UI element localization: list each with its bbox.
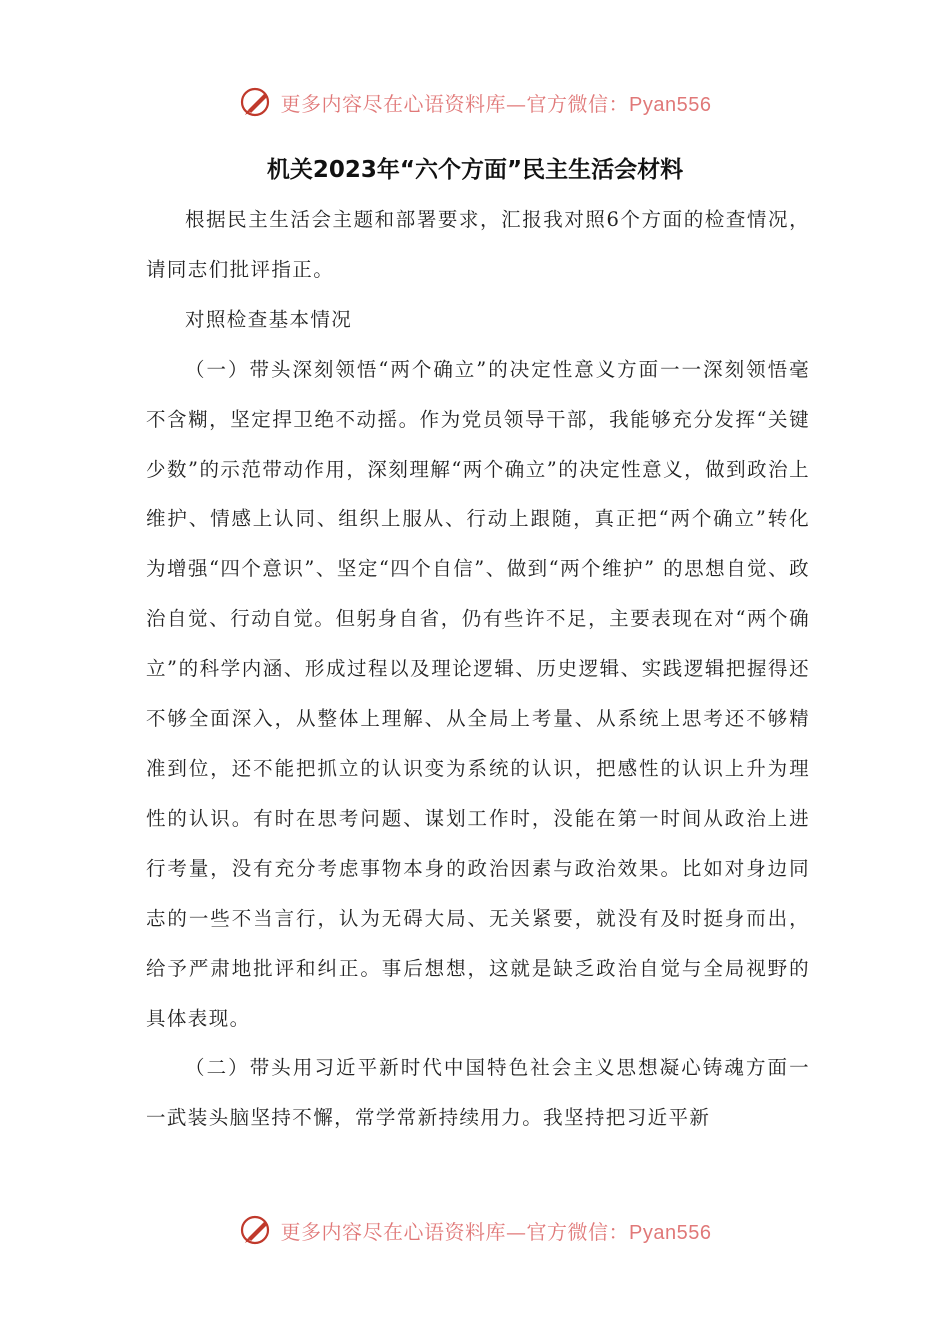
pen-logo-icon [239,1213,273,1247]
pen-logo-icon [239,85,273,119]
watermark-wechat-id: Pyan556 [629,1221,712,1244]
header-watermark [0,84,950,120]
watermark-wechat-id: Pyan556 [629,93,712,116]
document-body [146,195,810,1143]
paragraph-intro: 根据民主生活会主题和部署要求，汇报我对照6个方面的检查情况，请同志们批评指正。 [146,208,810,281]
watermark-text: 更多内容尽在心语资料库—官方微信：Pyan556 [280,91,712,116]
paragraph-section-heading: 对照检查基本情况 [185,307,353,331]
document-title: 机关2023年“六个方面”民主生活会材料 [266,157,684,183]
footer-watermark [0,1212,950,1248]
paragraph-item-two: （二）带头用习近平新时代中国特色社会主义思想凝心铸魂方面一一武装头脑坚持不懈，常学常新持续用力。我坚持把习近平新 [146,1056,810,1130]
watermark-text: 更多内容尽在心语资料库—官方微信：Pyan556 [280,1219,712,1244]
paragraph-item-one: （一）带头深刻领悟“两个确立”的决定性意义方面一一深刻领悟毫不含糊，坚定捍卫绝不动摇。作为党员领导干部，我能够充分发挥“关键少数”的示范带动作用，深刻理解“两个确立”的决定性意义，做到政治上维护、情感上认同、组织上服从、行动上跟随，真正把“两个确立”转化为增强“四个意识”、坚定“四个自信”、做到“两个维护” 的思想自觉、政治自觉、行动自觉。但躬身自省，仍有些许不足，主要表现在对“两个确立”的科学内涵、形成过程以及理论逻辑、历史逻辑、实践逻辑把握得还不够全面深入，从整体上理解、从全局上考量、从系统上思考还不够精准到位，还不能把抓立的认识变为系统的认识，把感性的认识上升为理性的认识。有时在思考问题、谋划工作时，没能在第一时间从政治上进行考量，没有充分考虑事物本身的政治因素与政治效果。比如对身边同志的一些不当言行，认为无碍大局、无关紧要，就没有及时挺身而出，给予严肃地批评和纠正。事后想想，这就是缺乏政治自觉与全局视野的具体表现。 [146,357,810,1030]
